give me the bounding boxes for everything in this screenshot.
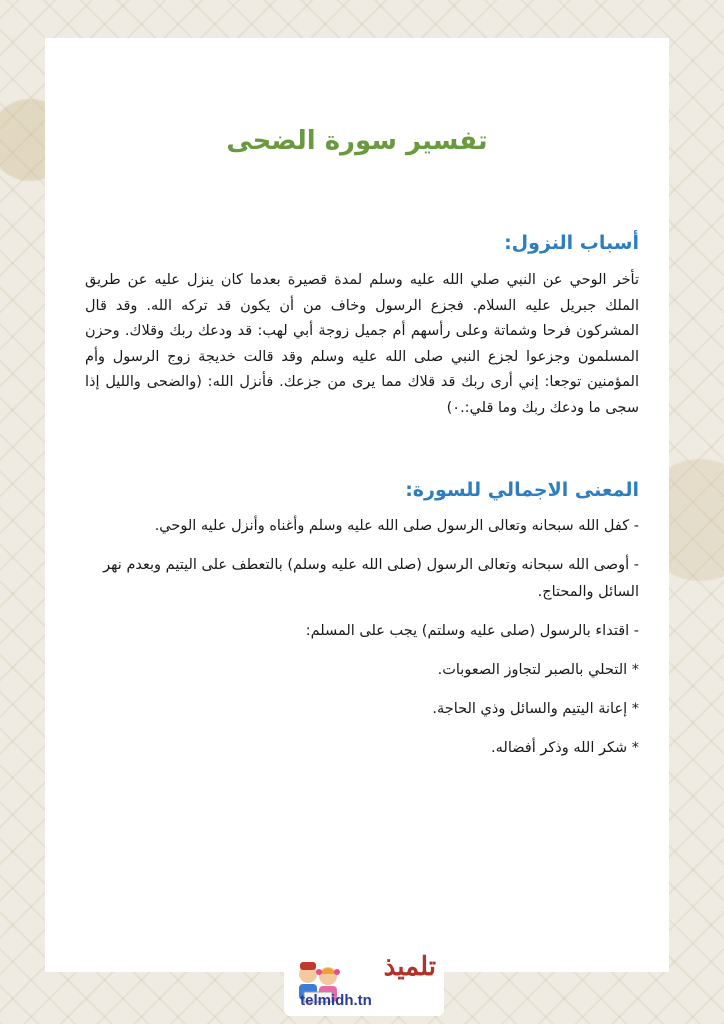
section-heading-general-meaning: المعنى الاجمالي للسورة: (405, 479, 639, 501)
meaning-item: * شكر الله وذكر أفضاله. (491, 740, 639, 756)
meaning-item: - اقتداء بالرسول (صلى عليه وسلتم) يجب على المسلم: (305, 623, 639, 639)
document-title: تفسير سورة الضحى (226, 126, 488, 156)
revelation-causes-paragraph: تأخر الوحي عن النبي صلي الله عليه وسلم لمدة قصيرة بعدما كان ينزل عليه عن طريق الملك جبريل عليه السلام. فجزع الرسول وخاف من أن يكون قد تركه الله. وقد قال المشركون فرحا وشماتة وعلى رأسهم أم جميل زوجة أبي لهب: قد ودعك ربك وقلاك. وحزن المسلمون وجزعوا لجزع النبي صلى الله عليه وسلم وقد قالت خديجة زوج الرسول وأم المؤمنين توجعا: إني أرى ربك قد قلاك مما يرى من جزعك. فأنزل الله: (والضحى والليل إذا سجى ما ودعك ربك وما قلي:.٠) (85, 272, 639, 416)
logo-url-text: telmidh.tn (300, 992, 372, 1009)
section-heading-revelation-causes: أسباب النزول: (504, 232, 639, 254)
logo-arabic-text: تلميذ (383, 952, 436, 982)
meaning-item: - أوصى الله سبحانه وتعالى الرسول (صلى الله عليه وسلم) بالتعطف على اليتيم وبعدم نهر السائل والمحتاج. (103, 557, 639, 600)
meaning-item: - كفل الله سبحانه وتعالى الرسول صلى الله عليه وسلم وأغناه وأنزل عليه الوحي. (154, 518, 639, 534)
document-page (45, 38, 669, 972)
meaning-item: * التحلي بالصبر لتجاوز الصعوبات. (437, 662, 639, 678)
meaning-item: * إعانة اليتيم والسائل وذي الحاجة. (432, 701, 639, 717)
document-content (85, 188, 639, 762)
site-logo[interactable] (284, 950, 444, 1016)
